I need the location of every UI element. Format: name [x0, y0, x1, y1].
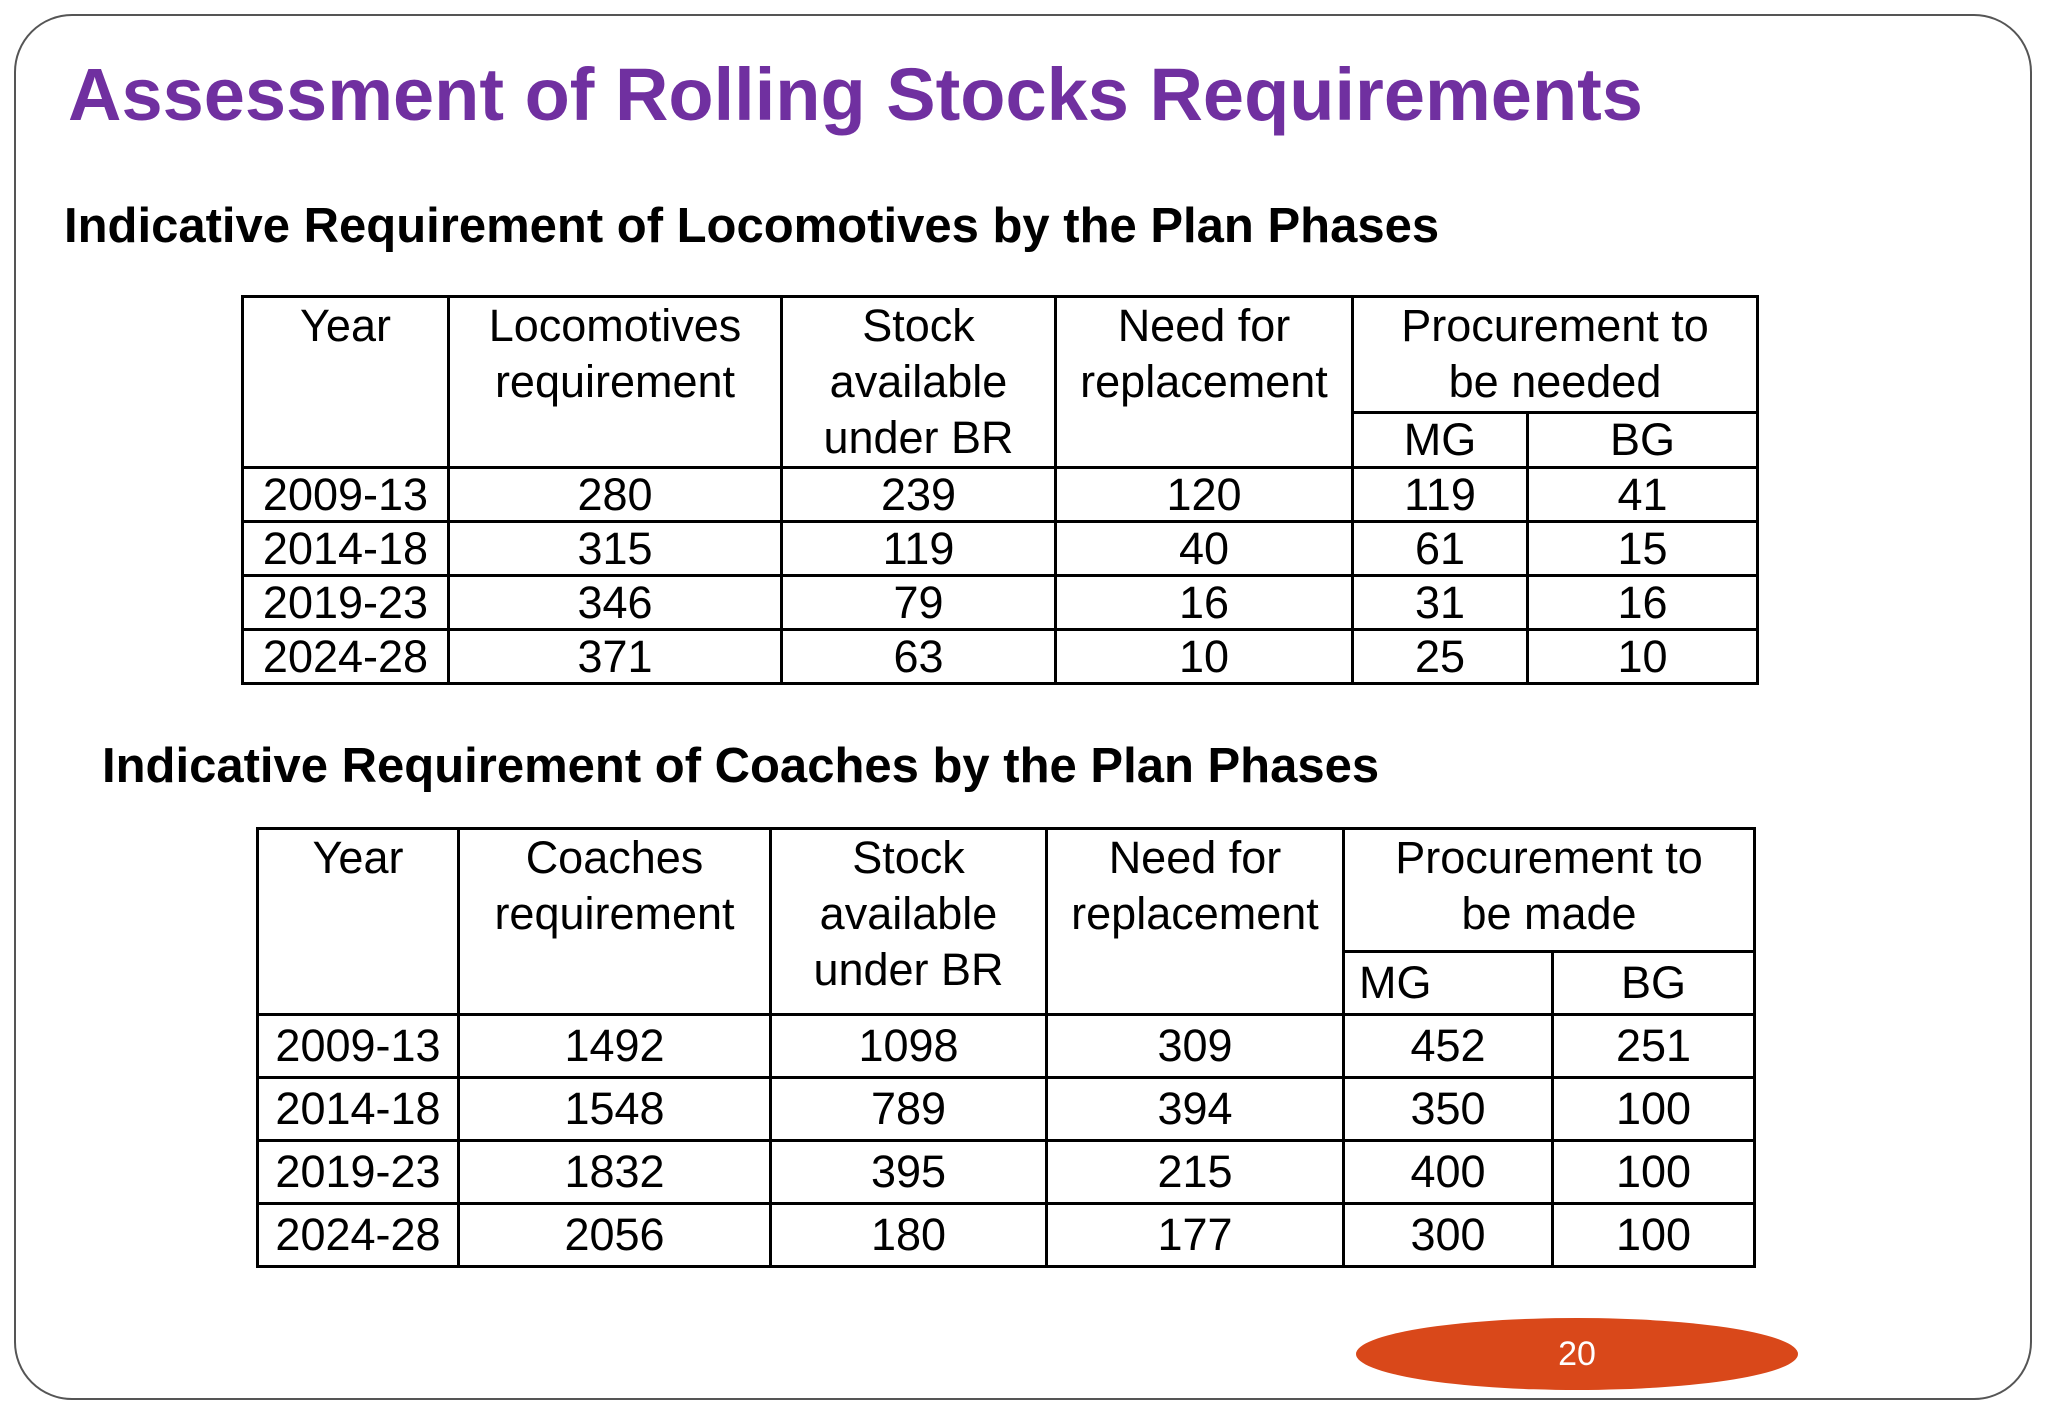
header-stock: Stock available under BR	[782, 297, 1056, 468]
header-requirement: Coaches requirement	[459, 829, 771, 1015]
header-stock: Stock available under BR	[771, 829, 1047, 1015]
table-row	[243, 522, 1758, 576]
table-row	[243, 468, 1758, 522]
mg-cell: 300	[1344, 1204, 1553, 1267]
replacement-cell: 309	[1047, 1015, 1344, 1078]
bg-cell: 41	[1528, 468, 1758, 522]
requirement-cell: 315	[449, 522, 782, 576]
table-row	[258, 1015, 1755, 1078]
replacement-cell: 16	[1056, 576, 1353, 630]
mg-cell: 400	[1344, 1141, 1553, 1204]
header-requirement: Locomotives requirement	[449, 297, 782, 468]
header-replacement: Need for replacement	[1047, 829, 1344, 1015]
mg-cell: 31	[1353, 576, 1528, 630]
year-cell: 2014-18	[243, 522, 449, 576]
stock-cell: 395	[771, 1141, 1047, 1204]
table-row	[258, 1078, 1755, 1141]
replacement-cell: 10	[1056, 630, 1353, 684]
bg-cell: 100	[1553, 1078, 1755, 1141]
mg-cell: 350	[1344, 1078, 1553, 1141]
locomotives-heading: Indicative Requirement of Locomotives by the Plan Phases	[64, 199, 1440, 253]
mg-cell: 61	[1353, 522, 1528, 576]
requirement-cell: 371	[449, 630, 782, 684]
stock-cell: 119	[782, 522, 1056, 576]
requirement-cell: 1492	[459, 1015, 771, 1078]
header-year: Year	[243, 297, 449, 468]
mg-cell: 25	[1353, 630, 1528, 684]
requirement-cell: 1548	[459, 1078, 771, 1141]
requirement-cell: 346	[449, 576, 782, 630]
locomotives-table	[241, 295, 1759, 685]
header-mg: MG	[1353, 413, 1528, 468]
table-row	[243, 576, 1758, 630]
requirement-cell: 1832	[459, 1141, 771, 1204]
stock-cell: 63	[782, 630, 1056, 684]
bg-cell: 100	[1553, 1141, 1755, 1204]
header-procurement: Procurement to be needed	[1353, 297, 1758, 413]
page-number-badge	[1356, 1318, 1798, 1390]
header-mg: MG	[1344, 952, 1553, 1015]
year-cell: 2009-13	[258, 1015, 459, 1078]
stock-cell: 1098	[771, 1015, 1047, 1078]
stock-cell: 789	[771, 1078, 1047, 1141]
page-number: 20	[1558, 1335, 1596, 1373]
bg-cell: 251	[1553, 1015, 1755, 1078]
year-cell: 2024-28	[258, 1204, 459, 1267]
header-year: Year	[258, 829, 459, 1015]
coaches-table	[256, 827, 1756, 1268]
bg-cell: 15	[1528, 522, 1758, 576]
header-procurement: Procurement to be made	[1344, 829, 1755, 952]
coaches-heading: Indicative Requirement of Coaches by the Plan Phases	[102, 739, 1380, 793]
year-cell: 2009-13	[243, 468, 449, 522]
bg-cell: 100	[1553, 1204, 1755, 1267]
replacement-cell: 177	[1047, 1204, 1344, 1267]
year-cell: 2024-28	[243, 630, 449, 684]
stock-cell: 79	[782, 576, 1056, 630]
table-row	[258, 1141, 1755, 1204]
requirement-cell: 280	[449, 468, 782, 522]
slide-title: Assessment of Rolling Stocks Requirements	[68, 53, 1643, 136]
bg-cell: 16	[1528, 576, 1758, 630]
year-cell: 2019-23	[243, 576, 449, 630]
table-row	[243, 630, 1758, 684]
year-cell: 2014-18	[258, 1078, 459, 1141]
table-row	[258, 1204, 1755, 1267]
year-cell: 2019-23	[258, 1141, 459, 1204]
header-replacement: Need for replacement	[1056, 297, 1353, 468]
stock-cell: 180	[771, 1204, 1047, 1267]
header-bg: BG	[1553, 952, 1755, 1015]
replacement-cell: 120	[1056, 468, 1353, 522]
replacement-cell: 40	[1056, 522, 1353, 576]
mg-cell: 119	[1353, 468, 1528, 522]
stock-cell: 239	[782, 468, 1056, 522]
requirement-cell: 2056	[459, 1204, 771, 1267]
header-bg: BG	[1528, 413, 1758, 468]
mg-cell: 452	[1344, 1015, 1553, 1078]
replacement-cell: 394	[1047, 1078, 1344, 1141]
replacement-cell: 215	[1047, 1141, 1344, 1204]
bg-cell: 10	[1528, 630, 1758, 684]
